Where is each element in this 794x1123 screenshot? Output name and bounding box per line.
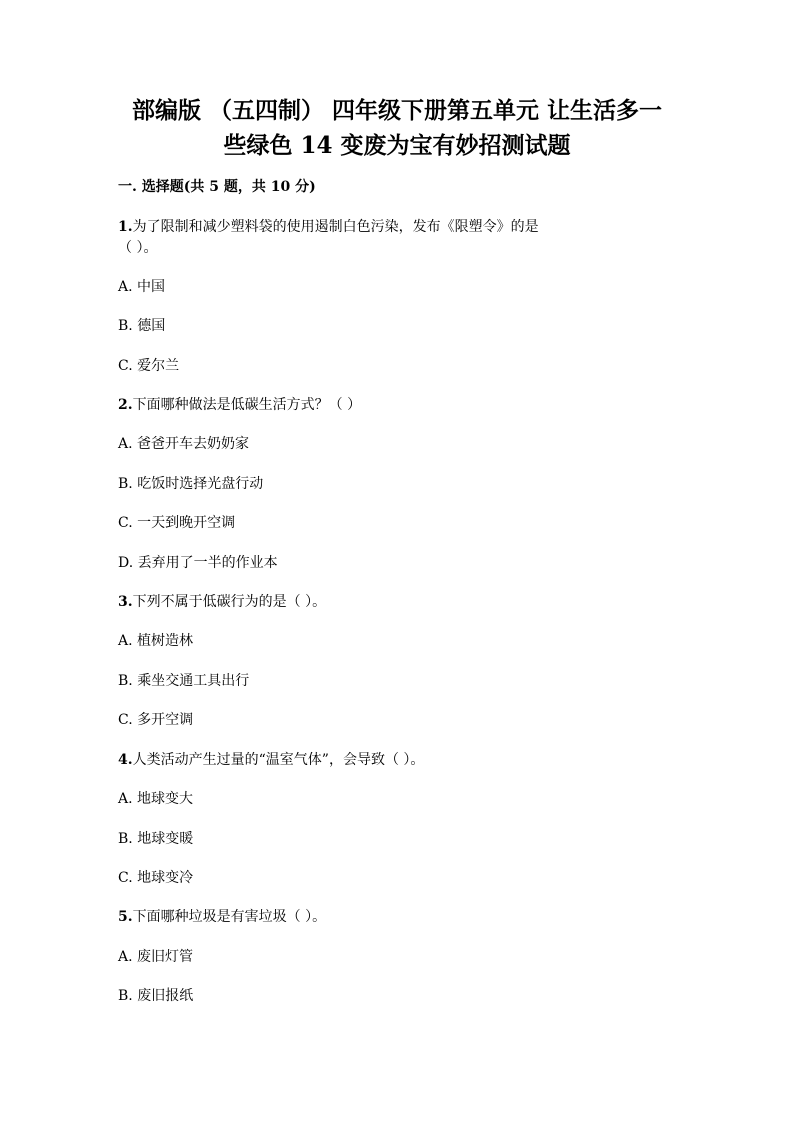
question-1-option-a: A. 中国 [118,279,166,295]
question-number: 3. [118,594,133,610]
question-1-option-b: B. 德国 [118,318,166,334]
question-2 [118,395,361,415]
question-2-option-c: C. 一天到晚开空调 [118,515,236,531]
question-5-option-a: A. 废旧灯管 [118,949,194,965]
question-4-option-b: B. 地球变暖 [118,831,194,847]
question-3 [118,592,326,612]
question-2-option-d: D. 丢弃用了一半的作业本 [118,555,278,571]
question-2-option-a: A. 爸爸开车去奶奶家 [118,436,250,452]
question-text: 下面哪种垃圾是有害垃圾（ ）。 [132,909,327,925]
question-number: 4. [118,752,133,768]
question-text: 下面哪种做法是低碳生活方式？（ ） [132,397,362,413]
question-2-option-b: B. 吃饭时选择光盘行动 [118,476,264,492]
question-4 [118,750,424,770]
question-3-option-c: C. 多开空调 [118,712,194,728]
question-1 [118,217,539,237]
question-text: 人类活动产生过量的“温室气体”，会导致（ ）。 [132,752,425,768]
section-heading: 一. 选择题(共 5 题，共 10 分) [118,179,316,195]
question-5 [118,907,326,927]
question-3-option-a: A. 植树造林 [118,633,194,649]
question-text: 下列不属于低碳行为的是（ ）。 [132,594,327,610]
question-1-text-continued: （ ）。 [118,240,158,256]
question-5-option-b: B. 废旧报纸 [118,988,194,1004]
question-4-option-c: C. 地球变冷 [118,870,194,886]
question-1-option-c: C. 爱尔兰 [118,358,180,374]
page-title-line-2: 些绿色 14 变废为宝有妙招测试题 [223,132,571,159]
question-text: 为了限制和减少塑料袋的使用遏制白色污染，发布《限塑令》的是 [132,219,539,235]
question-number: 2. [118,397,133,413]
question-4-option-a: A. 地球变大 [118,791,194,807]
page-title-line-1: 部编版 （五四制） 四年级下册第五单元 让生活多一 [131,97,663,124]
question-number: 5. [118,909,133,925]
question-number: 1. [118,219,133,235]
question-3-option-b: B. 乘坐交通工具出行 [118,673,250,689]
